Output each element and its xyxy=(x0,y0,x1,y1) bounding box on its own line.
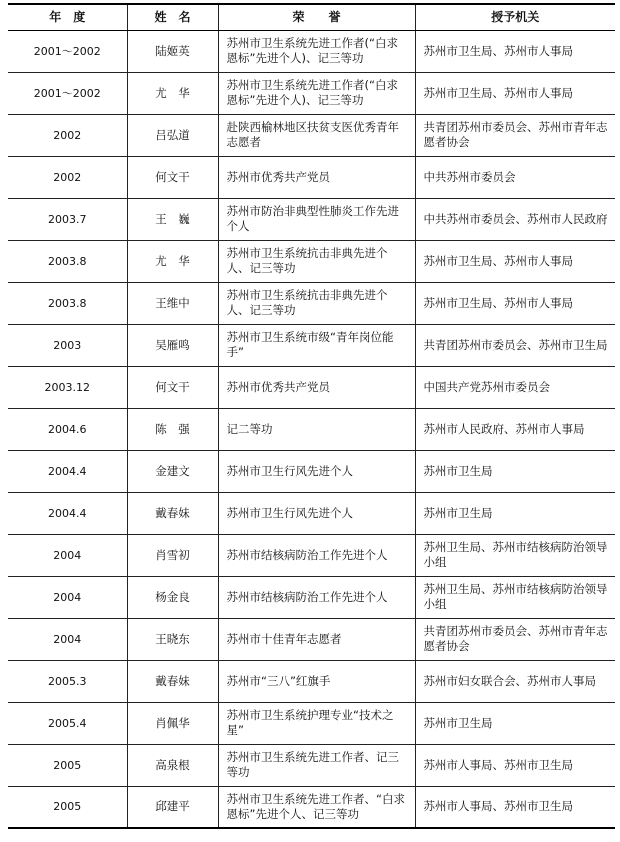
cell-honor: 苏州市结核病防治工作先进个人 xyxy=(218,534,415,576)
cell-name: 肖佩华 xyxy=(127,702,218,744)
cell-name: 王晓东 xyxy=(127,618,218,660)
table-row xyxy=(8,198,615,240)
cell-name: 戴春妹 xyxy=(127,660,218,702)
cell-name: 戴春妹 xyxy=(127,492,218,534)
cell-org: 共青团苏州市委员会、苏州市青年志愿者协会 xyxy=(415,114,615,156)
cell-honor: 苏州市结核病防治工作先进个人 xyxy=(218,576,415,618)
cell-year: 2004 xyxy=(8,618,127,660)
table-row xyxy=(8,450,615,492)
header-name: 姓 名 xyxy=(127,4,218,30)
table-row xyxy=(8,30,615,72)
cell-year: 2005.4 xyxy=(8,702,127,744)
honors-table xyxy=(8,3,615,829)
cell-name: 王 巍 xyxy=(127,198,218,240)
table-row xyxy=(8,702,615,744)
cell-org: 苏州市卫生局、苏州市人事局 xyxy=(415,282,615,324)
header-row xyxy=(8,4,615,30)
table-row xyxy=(8,618,615,660)
cell-name: 高泉根 xyxy=(127,744,218,786)
cell-org: 中国共产党苏州市委员会 xyxy=(415,366,615,408)
cell-honor: 苏州市十佳青年志愿者 xyxy=(218,618,415,660)
table-row xyxy=(8,408,615,450)
header-org: 授予机关 xyxy=(415,4,615,30)
cell-org: 苏州市卫生局、苏州市人事局 xyxy=(415,72,615,114)
cell-year: 2001～2002 xyxy=(8,30,127,72)
cell-honor: 苏州市卫生系统护理专业“技术之星” xyxy=(218,702,415,744)
header-honor: 荣 誉 xyxy=(218,4,415,30)
cell-year: 2003.8 xyxy=(8,240,127,282)
table-row xyxy=(8,366,615,408)
cell-org: 苏州市卫生局 xyxy=(415,492,615,534)
cell-honor: 苏州市优秀共产党员 xyxy=(218,366,415,408)
cell-year: 2003 xyxy=(8,324,127,366)
table-row xyxy=(8,492,615,534)
cell-org: 苏州市卫生局 xyxy=(415,702,615,744)
cell-year: 2004.4 xyxy=(8,450,127,492)
cell-year: 2005.3 xyxy=(8,660,127,702)
cell-year: 2002 xyxy=(8,156,127,198)
table-row xyxy=(8,576,615,618)
cell-org: 苏州市人事局、苏州市卫生局 xyxy=(415,786,615,828)
cell-org: 苏州市人事局、苏州市卫生局 xyxy=(415,744,615,786)
table-row xyxy=(8,72,615,114)
cell-honor: 苏州市卫生行风先进个人 xyxy=(218,492,415,534)
cell-name: 金建文 xyxy=(127,450,218,492)
cell-name: 陆姬英 xyxy=(127,30,218,72)
cell-honor: 苏州市优秀共产党员 xyxy=(218,156,415,198)
cell-org: 苏州卫生局、苏州市结核病防治领导小组 xyxy=(415,534,615,576)
cell-name: 何文干 xyxy=(127,156,218,198)
table-row xyxy=(8,744,615,786)
cell-year: 2004.4 xyxy=(8,492,127,534)
cell-name: 尤 华 xyxy=(127,72,218,114)
cell-name: 王维中 xyxy=(127,282,218,324)
cell-honor: 苏州市卫生系统市级“青年岗位能手” xyxy=(218,324,415,366)
cell-honor: 苏州市卫生系统先进工作者(“白求恩标”先进个人)、记三等功 xyxy=(218,30,415,72)
table-row xyxy=(8,114,615,156)
cell-name: 陈 强 xyxy=(127,408,218,450)
cell-year: 2004 xyxy=(8,534,127,576)
cell-year: 2003.7 xyxy=(8,198,127,240)
cell-honor: 苏州市“三八”红旗手 xyxy=(218,660,415,702)
cell-year: 2003.12 xyxy=(8,366,127,408)
cell-name: 肖雪初 xyxy=(127,534,218,576)
cell-honor: 苏州市卫生系统抗击非典先进个人、记三等功 xyxy=(218,240,415,282)
cell-honor: 赴陕西榆林地区扶贫支医优秀青年志愿者 xyxy=(218,114,415,156)
cell-org: 苏州市人民政府、苏州市人事局 xyxy=(415,408,615,450)
cell-name: 何文干 xyxy=(127,366,218,408)
table-row xyxy=(8,786,615,828)
table-body xyxy=(8,30,615,828)
cell-honor: 苏州市卫生系统先进工作者、记三等功 xyxy=(218,744,415,786)
cell-year: 2004 xyxy=(8,576,127,618)
cell-year: 2004.6 xyxy=(8,408,127,450)
table-row xyxy=(8,156,615,198)
header-year: 年 度 xyxy=(8,4,127,30)
cell-org: 中共苏州市委员会、苏州市人民政府 xyxy=(415,198,615,240)
cell-year: 2003.8 xyxy=(8,282,127,324)
cell-org: 苏州市卫生局、苏州市人事局 xyxy=(415,30,615,72)
cell-year: 2002 xyxy=(8,114,127,156)
cell-honor: 苏州市卫生行风先进个人 xyxy=(218,450,415,492)
table-header xyxy=(8,4,615,30)
cell-year: 2001～2002 xyxy=(8,72,127,114)
cell-name: 吕弘道 xyxy=(127,114,218,156)
cell-honor: 苏州市卫生系统抗击非典先进个人、记三等功 xyxy=(218,282,415,324)
table-row xyxy=(8,660,615,702)
cell-name: 吴雁鸣 xyxy=(127,324,218,366)
cell-honor: 记二等功 xyxy=(218,408,415,450)
table-row xyxy=(8,324,615,366)
table-row xyxy=(8,282,615,324)
cell-year: 2005 xyxy=(8,786,127,828)
cell-honor: 苏州市卫生系统先进工作者(“白求恩标”先进个人)、记三等功 xyxy=(218,72,415,114)
table-row xyxy=(8,240,615,282)
cell-org: 苏州市妇女联合会、苏州市人事局 xyxy=(415,660,615,702)
cell-honor: 苏州市防治非典型性肺炎工作先进个人 xyxy=(218,198,415,240)
cell-org: 共青团苏州市委员会、苏州市卫生局 xyxy=(415,324,615,366)
cell-name: 尤 华 xyxy=(127,240,218,282)
cell-year: 2005 xyxy=(8,744,127,786)
cell-org: 共青团苏州市委员会、苏州市青年志愿者协会 xyxy=(415,618,615,660)
cell-name: 邱建平 xyxy=(127,786,218,828)
cell-org: 苏州市卫生局 xyxy=(415,450,615,492)
cell-honor: 苏州市卫生系统先进工作者、“白求恩标”先进个人、记三等功 xyxy=(218,786,415,828)
cell-org: 苏州卫生局、苏州市结核病防治领导小组 xyxy=(415,576,615,618)
cell-org: 苏州市卫生局、苏州市人事局 xyxy=(415,240,615,282)
table-row xyxy=(8,534,615,576)
cell-org: 中共苏州市委员会 xyxy=(415,156,615,198)
cell-name: 杨金良 xyxy=(127,576,218,618)
